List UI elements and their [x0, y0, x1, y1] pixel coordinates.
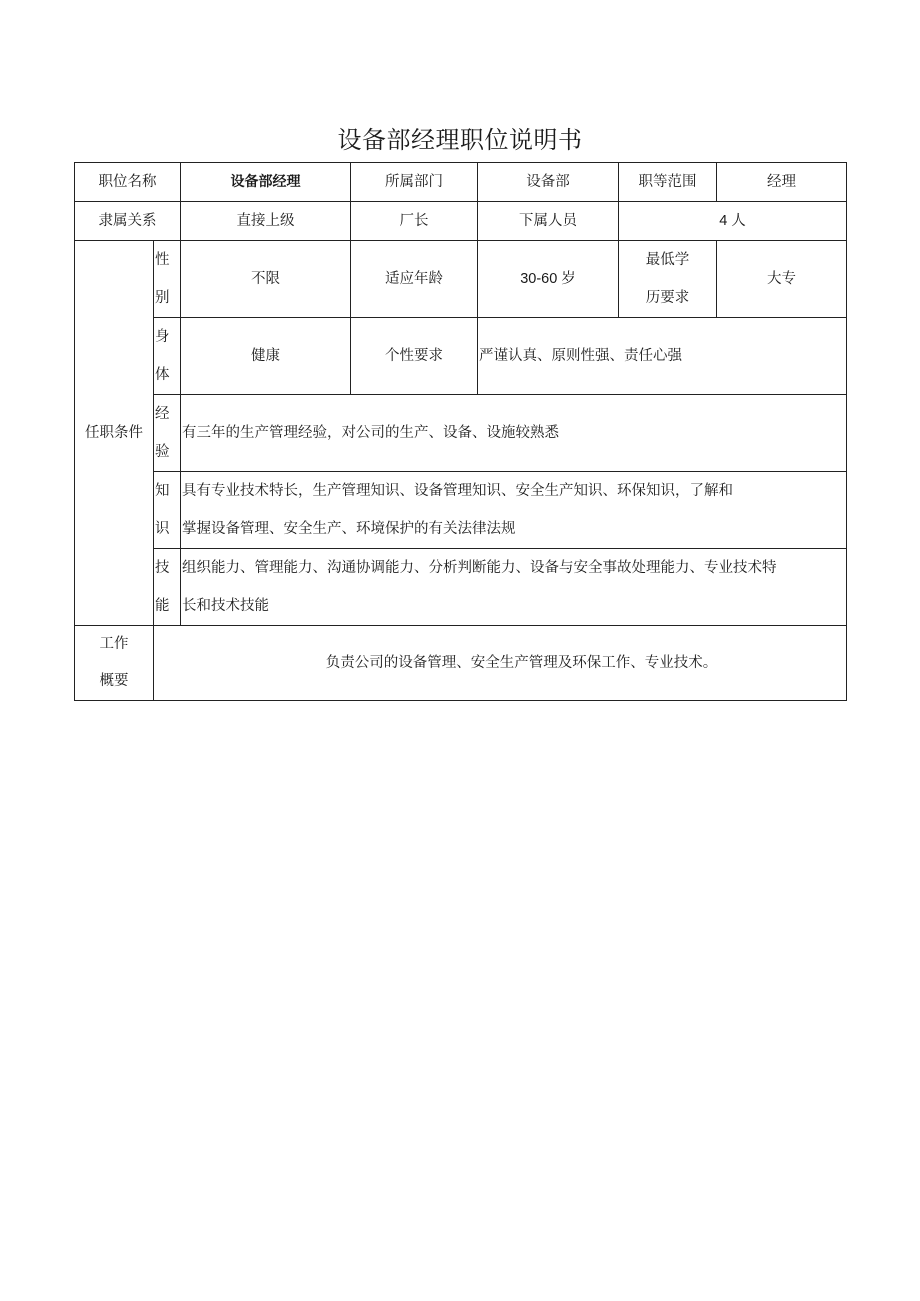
- knowledge-line1: 具有专业技术特长，生产管理知识、设备管理知识、安全生产知识、环保知识，了解和: [182, 483, 733, 499]
- table-row: [75, 241, 847, 318]
- table-row: [75, 318, 847, 395]
- subordinates-label: 下属人员: [478, 202, 619, 241]
- table-row: [75, 202, 847, 241]
- knowledge-line2: 掌握设备管理、安全生产、环境保护的有关法律法规: [182, 521, 516, 537]
- personality-label: 个性要求: [351, 318, 478, 395]
- reporting-relation-label: 隶属关系: [75, 202, 181, 241]
- age-value: 30-60 岁: [478, 241, 619, 318]
- grade-range-value: 经理: [717, 163, 847, 202]
- health-label: 身体: [154, 318, 181, 395]
- page-title: 设备部经理职位说明书: [337, 126, 583, 154]
- work-summary-label-line1: 工作: [99, 636, 129, 652]
- gender-label: 性别: [154, 241, 181, 318]
- education-value: 大专: [717, 241, 847, 318]
- knowledge-value: [181, 472, 847, 549]
- experience-label: 经验: [154, 395, 181, 472]
- skills-line2: 长和技术技能: [182, 598, 269, 614]
- knowledge-label: 知识: [154, 472, 181, 549]
- table-row: [75, 395, 847, 472]
- table-row: [75, 549, 847, 626]
- health-value: 健康: [181, 318, 351, 395]
- direct-superior-value: 厂长: [351, 202, 478, 241]
- subordinates-value: 4 人: [619, 202, 847, 241]
- personality-value: 严谨认真、原则性强、责任心强: [478, 318, 847, 395]
- gender-value: 不限: [181, 241, 351, 318]
- department-value: 设备部: [478, 163, 619, 202]
- direct-superior-label: 直接上级: [181, 202, 351, 241]
- education-label-line1: 最低学: [645, 252, 690, 268]
- job-description-table: [74, 162, 847, 701]
- experience-value: 有三年的生产管理经验，对公司的生产、设备、设施较熟悉: [181, 395, 847, 472]
- education-label: [619, 241, 717, 318]
- education-label-line2: 历要求: [645, 290, 690, 306]
- skills-value: [181, 549, 847, 626]
- table-row: [75, 472, 847, 549]
- table-row: [75, 626, 847, 701]
- work-summary-label-line2: 概要: [99, 673, 129, 689]
- age-label: 适应年龄: [351, 241, 478, 318]
- skills-label: 技能: [154, 549, 181, 626]
- position-name-value: 设备部经理: [181, 163, 351, 202]
- skills-line1: 组织能力、管理能力、沟通协调能力、分析判断能力、设备与安全事故处理能力、专业技术特: [182, 560, 777, 576]
- work-summary-label: [75, 626, 154, 701]
- department-label: 所属部门: [351, 163, 478, 202]
- qualifications-label: 任职条件: [75, 241, 154, 626]
- table-row: [75, 163, 847, 202]
- grade-range-label: 职等范围: [619, 163, 717, 202]
- position-name-label: 职位名称: [75, 163, 181, 202]
- work-summary-value: 负责公司的设备管理、安全生产管理及环保工作、专业技术。: [154, 626, 847, 701]
